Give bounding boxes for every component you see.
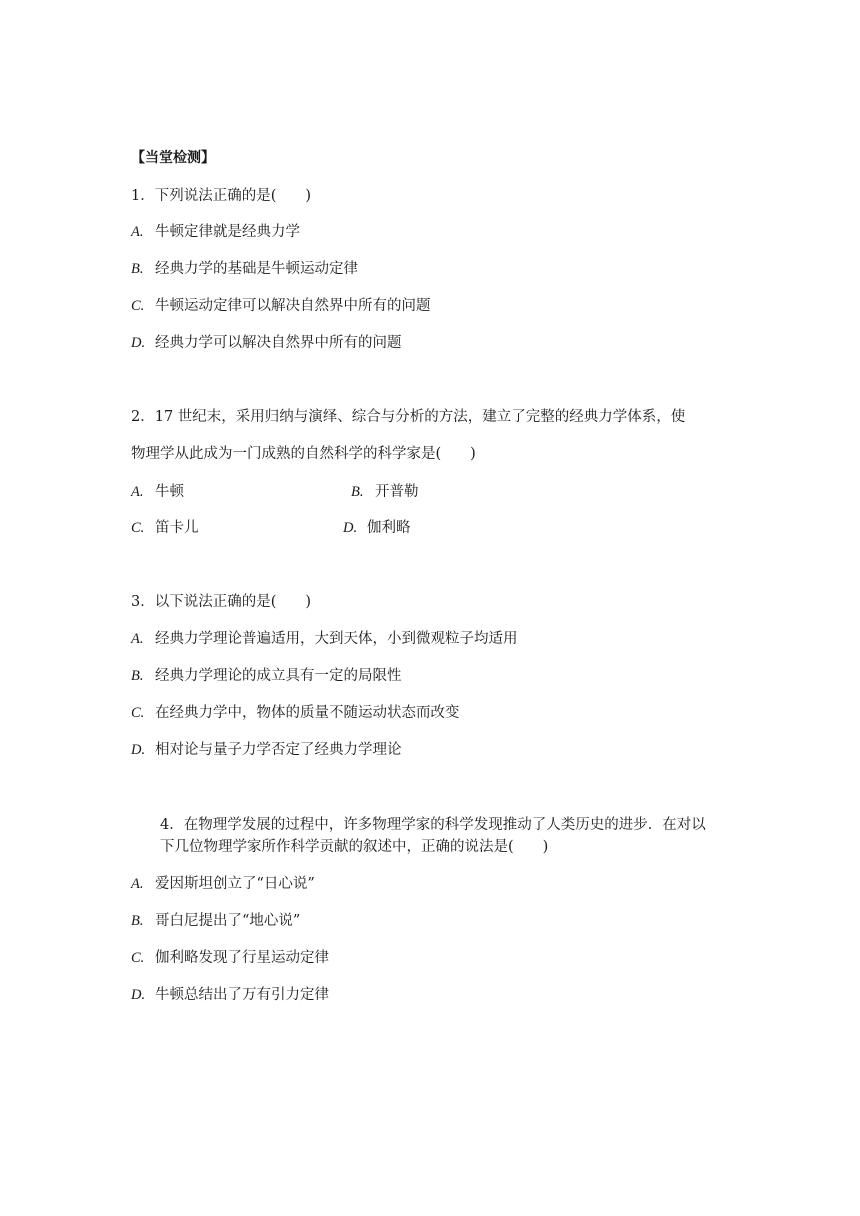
question-4-stem-line-1: 4．在物理学发展的过程中，许多物理学家的科学发现推动了人类历史的进步．在对以 [160, 817, 706, 833]
option-letter: A. [131, 224, 144, 240]
option-letter: A. [131, 631, 144, 647]
question-4-option-d [131, 985, 329, 1005]
question-4-option-a [131, 874, 315, 894]
question-2-option-b [351, 482, 419, 502]
option-text: 哥白尼提出了“地心说” [155, 913, 301, 929]
question-2-stem-line-2: 物理学从此成为一门成熟的自然科学的科学家是( ) [131, 446, 476, 462]
question-1-option-b [131, 259, 358, 279]
option-letter: A. [131, 484, 144, 500]
question-1-option-a [131, 222, 300, 242]
option-text: 伽利略 [367, 520, 411, 536]
question-2-option-a [131, 482, 184, 502]
question-1-option-c [131, 296, 431, 316]
question-2-option-d [343, 518, 411, 538]
option-letter: D. [131, 742, 146, 758]
question-1-stem: 1．下列说法正确的是( ) [131, 188, 312, 204]
option-text: 牛顿定律就是经典力学 [155, 224, 300, 240]
option-text: 爱因斯坦创立了“日心说” [155, 876, 315, 892]
question-3-stem: 3．以下说法正确的是( ) [131, 594, 312, 610]
option-text: 经典力学理论的成立具有一定的局限性 [155, 668, 402, 684]
question-4-option-c [131, 948, 329, 968]
option-text: 牛顿运动定律可以解决自然界中所有的问题 [155, 298, 431, 314]
option-text: 牛顿总结出了万有引力定律 [155, 987, 329, 1003]
option-text: 在经典力学中，物体的质量不随运动状态而改变 [155, 705, 460, 721]
option-letter: A. [131, 876, 144, 892]
option-letter: B. [131, 668, 144, 684]
question-3-option-c [131, 703, 460, 723]
question-3-option-a [131, 629, 518, 649]
option-letter: D. [343, 520, 358, 536]
option-letter: C. [131, 950, 145, 966]
question-4-stem-line-2: 下几位物理学家所作科学贡献的叙述中，正确的说法是( ) [160, 839, 549, 855]
option-text: 经典力学理论普遍适用，大到天体，小到微观粒子均适用 [155, 631, 518, 647]
option-letter: C. [131, 298, 145, 314]
option-text: 笛卡儿 [155, 520, 199, 536]
question-3-option-b [131, 666, 402, 686]
question-2-option-c [131, 518, 199, 538]
option-letter: B. [131, 913, 144, 929]
question-3-option-d [131, 740, 402, 760]
option-text: 经典力学的基础是牛顿运动定律 [155, 261, 358, 277]
option-text: 经典力学可以解决自然界中所有的问题 [155, 335, 402, 351]
option-text: 牛顿 [155, 484, 184, 500]
option-text: 相对论与量子力学否定了经典力学理论 [155, 742, 402, 758]
option-letter: C. [131, 520, 145, 536]
section-title: 【当堂检测】 [131, 150, 215, 166]
question-2-stem-line-1: 2．17 世纪末，采用归纳与演绎、综合与分析的方法，建立了完整的经典力学体系，使 [131, 409, 686, 425]
option-letter: D. [131, 335, 146, 351]
option-letter: B. [351, 484, 364, 500]
question-4-option-b [131, 911, 300, 931]
option-letter: D. [131, 987, 146, 1003]
option-text: 伽利略发现了行星运动定律 [155, 950, 329, 966]
option-letter: B. [131, 261, 144, 277]
option-letter: C. [131, 705, 145, 721]
question-1-option-d [131, 333, 402, 353]
option-text: 开普勒 [375, 484, 419, 500]
